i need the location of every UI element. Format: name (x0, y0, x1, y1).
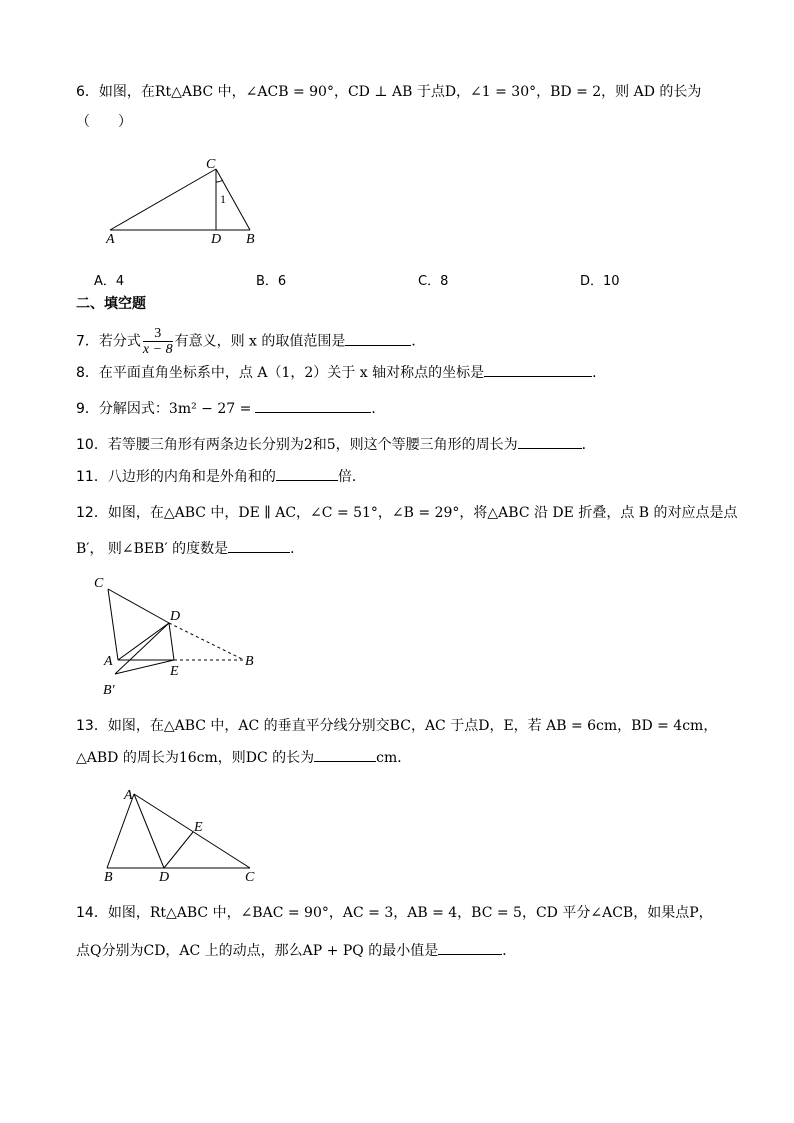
q10-answer-blank[interactable] (518, 434, 582, 449)
q12-label-E: E (170, 664, 179, 679)
q13-label-B: B (104, 870, 113, 885)
question-13-line-1: 13．如图，在△ABC 中，AC 的垂直平分线分别交BC，AC 于点D，E，若 AB = 6cm，BD = 4cm， (76, 718, 718, 734)
q12-label-A: A (104, 654, 113, 669)
q13-label-E: E (194, 820, 203, 835)
question-12-line-2: B′， 则∠BEB′ 的度数是 ． (76, 538, 304, 559)
q8-answer-blank[interactable] (484, 362, 592, 377)
q6-label-C: C (206, 157, 216, 172)
question-6-answer-paren: （ ） (76, 114, 132, 130)
question-10: 10．若等腰三角形有两条边长分别为2和5，则这个等腰三角形的周长为 ． (76, 434, 596, 455)
question-12-line-1: 12．如图，在△ABC 中，DE ∥ AC，∠C = 51°，∠B = 29°，将△ABC 沿 DE 折叠，点 B 的对应点是点 (76, 505, 738, 521)
q9-answer-blank[interactable] (255, 398, 371, 413)
question-13-figure (98, 782, 268, 890)
q13-answer-blank[interactable] (314, 747, 376, 762)
q6-option-a[interactable]: A．4 (94, 274, 125, 289)
q12-label-D: D (170, 609, 181, 624)
q12-label-Bprime: B′ (103, 683, 115, 698)
q12-answer-blank[interactable] (228, 538, 290, 553)
q14-answer-blank[interactable] (438, 940, 502, 955)
question-9: 9．分解因式：3m² − 27 = ． (76, 398, 385, 419)
question-7: 7．若分式 $\frac{3}{x - 8}$ 有意义，则 x 的取值范围是 ． (76, 326, 426, 357)
question-11: 11．八边形的内角和是外角和的 倍． (76, 466, 366, 487)
q13-label-C: C (245, 870, 255, 885)
section-2-title: 二、填空题 (76, 296, 146, 312)
q6-label-A: A (106, 232, 115, 247)
q12-label-C: C (94, 576, 104, 591)
question-12-figure (86, 570, 276, 700)
q13-label-D: D (159, 870, 170, 885)
q7-fraction: $\frac{3}{x - 8}$ (142, 326, 173, 357)
q13-label-A: A (124, 788, 133, 803)
q7-answer-blank[interactable] (345, 331, 411, 346)
question-13-line-2: △ABD 的周长为16cm，则DC 的长为 cm． (76, 747, 411, 768)
q6-angle-label: 1 (220, 192, 226, 206)
question-8: 8．在平面直角坐标系中，点 A（1，2）关于 x 轴对称点的坐标是 ． (76, 362, 606, 383)
q12-label-B: B (245, 654, 254, 669)
q6-label-B: B (246, 232, 255, 247)
q6-option-d[interactable]: D．10 (580, 274, 620, 289)
question-14-line-1: 14．如图，Rt△ABC 中，∠BAC = 90°，AC = 3，AB = 4，BC = 5，CD 平分∠ACB，如果点P， (76, 905, 713, 921)
q6-option-c[interactable]: C．8 (418, 274, 449, 289)
question-6-figure (100, 150, 270, 250)
q6-option-b[interactable]: B．6 (256, 274, 287, 289)
q6-label-D: D (211, 232, 222, 247)
question-6-stem: 6．如图，在Rt△ABC 中，∠ACB = 90°，CD ⊥ AB 于点D，∠1 = 30°，BD = 2，则 AD 的长为 (76, 84, 702, 100)
question-14-line-2: 点Q分别为CD，AC 上的动点，那么AP + PQ 的最小值是 ． (76, 940, 516, 961)
q11-answer-blank[interactable] (276, 466, 338, 481)
